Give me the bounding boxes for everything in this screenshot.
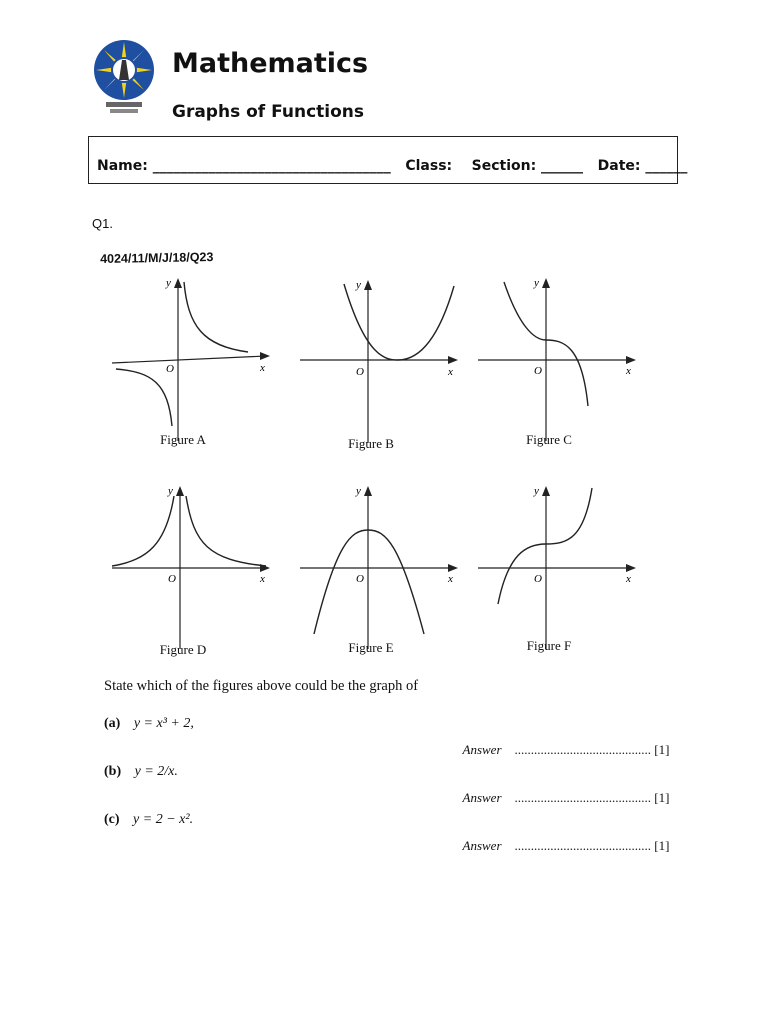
figure-c-y-label: y xyxy=(534,277,539,289)
part-a-marks: [1] xyxy=(654,742,670,757)
figure-e-origin-label: O xyxy=(356,573,364,585)
figure-b-y-label: y xyxy=(356,279,361,291)
part-a xyxy=(104,716,194,732)
figure-a-origin-label: O xyxy=(166,363,174,375)
figure-c-origin-label: O xyxy=(534,365,542,377)
figure-f-caption: Figure F xyxy=(526,638,572,653)
figure-c xyxy=(474,276,644,466)
part-a-answer[interactable] xyxy=(456,726,669,758)
figure-f xyxy=(474,484,644,674)
student-info-line: Name: __________________________________ Class: Section: ______ Date: ______ xyxy=(97,158,688,174)
figure-a xyxy=(108,276,278,466)
part-b-answer[interactable] xyxy=(456,774,669,806)
page-subtitle: Graphs of Functions xyxy=(172,102,365,122)
part-c-answer-line[interactable]: .......................................... xyxy=(514,838,651,853)
student-info-box xyxy=(88,136,688,184)
part-c xyxy=(104,812,193,828)
figure-e-caption: Figure E xyxy=(348,640,394,655)
part-b-label: (b) xyxy=(104,764,122,779)
part-b-marks: [1] xyxy=(654,790,670,805)
part-c-label: (c) xyxy=(104,812,120,827)
figure-e-x-label: x xyxy=(448,573,453,585)
part-a-equation: y = x³ + 2, xyxy=(133,716,194,731)
part-c-marks: [1] xyxy=(654,838,670,853)
question-prompt: State which of the figures above could be the graph of xyxy=(104,678,419,694)
part-a-answer-word: Answer xyxy=(462,742,502,757)
figure-f-y-label: y xyxy=(534,485,539,497)
figure-e-graph xyxy=(296,484,466,654)
part-c-answer[interactable] xyxy=(456,822,669,854)
figure-d-x-label: x xyxy=(260,573,265,585)
part-a-answer-line[interactable]: .......................................... xyxy=(514,742,651,757)
figure-a-caption: Figure A xyxy=(160,432,206,447)
figure-b-x-label: x xyxy=(448,366,453,378)
figure-d-origin-label: O xyxy=(168,573,176,585)
part-b-answer-word: Answer xyxy=(462,790,502,805)
figure-c-caption: Figure C xyxy=(526,432,572,447)
page-title: Mathematics xyxy=(172,48,369,79)
part-b xyxy=(104,764,178,780)
figure-c-x-label: x xyxy=(626,365,631,377)
part-c-answer-word: Answer xyxy=(462,838,502,853)
school-crest-logo xyxy=(92,38,156,116)
figure-d xyxy=(108,484,278,674)
figure-e-y-label: y xyxy=(356,485,361,497)
part-a-label: (a) xyxy=(104,716,121,731)
figure-d-caption: Figure D xyxy=(159,642,207,657)
figure-c-graph xyxy=(474,276,644,446)
question-number: Q1. xyxy=(92,216,113,231)
figure-f-graph xyxy=(474,484,644,654)
figure-b-graph xyxy=(296,278,466,448)
figure-b-caption: Figure B xyxy=(348,436,394,451)
question-reference: 4024/11/M/J/18/Q23 xyxy=(100,250,214,266)
figure-d-graph xyxy=(108,484,278,654)
figure-a-y-label: y xyxy=(166,277,171,289)
figure-e xyxy=(296,484,466,674)
figure-f-x-label: x xyxy=(626,573,631,585)
figure-b xyxy=(296,278,466,468)
part-c-equation: y = 2 − x². xyxy=(133,812,194,827)
figure-f-origin-label: O xyxy=(534,573,542,585)
figure-a-x-label: x xyxy=(260,362,265,374)
figure-b-origin-label: O xyxy=(356,366,364,378)
figure-a-graph xyxy=(108,276,278,446)
figure-d-y-label: y xyxy=(168,485,173,497)
part-b-equation: y = 2/x. xyxy=(134,764,178,779)
part-b-answer-line[interactable]: .......................................... xyxy=(514,790,651,805)
